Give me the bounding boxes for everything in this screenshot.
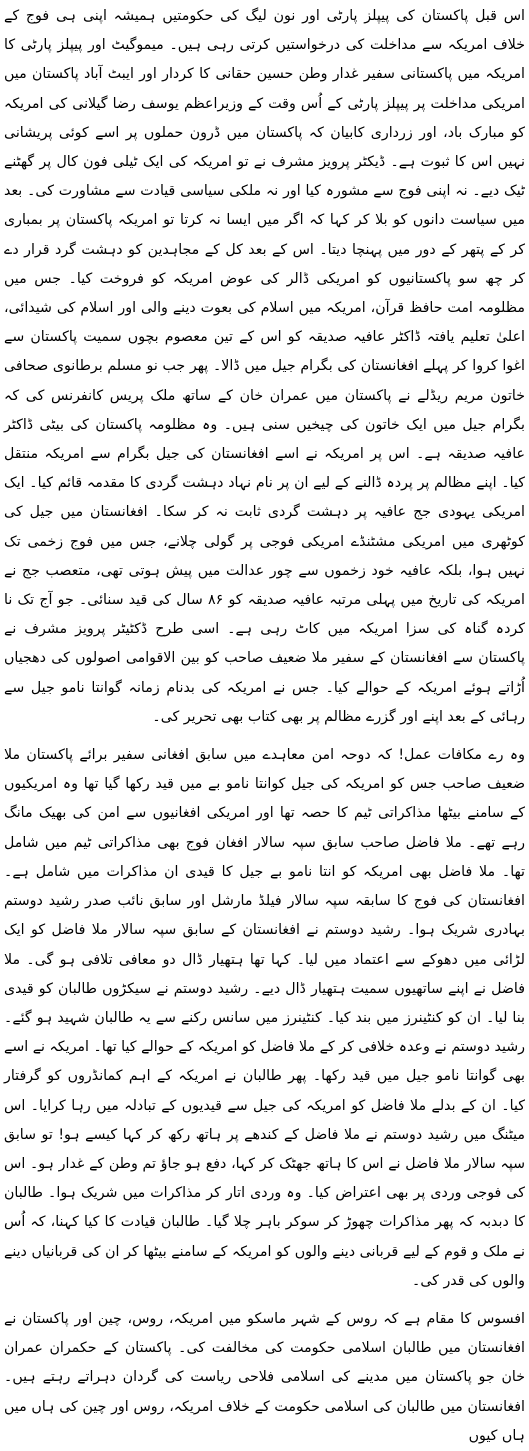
article-body bbox=[4, 2, 525, 1451]
article-paragraph-1: اس قبل پاکستان کی پیپلز پارٹی اور نون لیگ کی حکومتیں ہمیشہ اپنی ہی فوج کے خلاف امریکہ سے مداخلت کی درخواستیں کرتی رہی ہیں۔ میموگیٹ اور پیپلز پارٹی کا امریکہ میں پاکستانی سفیر غدار وطن حسین حقانی کا کردار اور ایبٹ آباد پاکستان میں امریکی مداخلت پر پیپلز پارٹی کے اُس وقت کے وزیراعظم یوسف رضا گیلانی کی امریکہ کو مبارک باد، اور زرداری کابیان کہ پاکستان میں ڈرون حملوں پر اسے کوئی پریشانی نہیں اس کا ثبوت ہے۔ ڈیکٹر پرویز مشرف نے تو امریکہ کی ایک ٹیلی فون کال پر گھٹنے ٹیک دیے۔ نہ اپنی فوج سے مشورہ کیا اور نہ ملکی سیاسی قیادت سے مشاورت کی۔ بعد میں سیاست دانوں کو بلا کر کہا کہ اگر میں ایسا نہ کرتا تو امریکہ پاکستان پر بمباری کر کے پتھر کے دور میں پہنچا دیتا۔ اس کے بعد کل کے مجاہدین کو دہشت گرد قرار دے کر چھ سو پاکستانیوں کو امریکی ڈالر کی عوض امریکہ کو فروخت کیا۔ جس میں مظلومہ امت حافظ قرآن، امریکہ میں اسلام کی بعوت دینے والی اور اسلام کی شیدائی، اعلیٰ تعلیم یافتہ ڈاکٹر عافیہ صدیقہ کو اس کے تین معصوم بچوں سمیت پاکستان سے اغوا کروا کر پہلے افغانستان کی بگرام جیل میں ڈالا۔ پھر جب نو مسلم برطانوی صحافی خاتون مریم ریڈلے نے پاکستان میں عمران خان کے ساتھ ملک پریس کانفرنس کی کہ بگرام جیل میں ایک خاتون کی چیخیں سنی ہیں۔ وہ مظلومہ پاکستان کی بیٹی ڈاکٹر عافیہ صدیقہ ہے۔ اس پر امریکہ نے اسے افغانستان کی جیل بگرام سے امریکہ منتقل کیا۔ اپنے مظالم پر پردہ ڈالنے کے لیے ان پر نام نہاد دہشت گردی کا مقدمہ قائم کیا۔ ایک امریکی یہودی جج عافیہ پر دہشت گردی ثابت نہ کر سکا۔ افغانستان میں جیل کی کوٹھری میں امریکی مشٹنڈے امریکی فوجی پر گولی چلانے، جس میں فوج زخمی تک نہیں ہوا، بلکہ عافیہ خود زخموں سے چور عدالت میں پیش ہوتی تھی، متعصب جج نے امریکہ کی تاریخ میں پہلی مرتبہ عافیہ صدیقہ کو ۸۶ سال کی قید سنائی۔ جو آج تک نا کردہ گناہ کی سزا امریکہ میں کاٹ رہی ہے۔ اسی طرح ڈکٹیٹر پرویز مشرف نے پاکستان سے افغانستان کے سفیر ملا ضعیف صاحب کو بین الاقوامی اصولوں کی دھجیاں اُڑاتے ہوئے امریکہ کے حوالے کیا۔ جس نے امریکہ کی بدنام زمانہ گوانتا نامو جیل سے رہائی کے بعد اپنے اور گزرے مظالم پر بھی کتاب بھی تحریر کی۔ bbox=[4, 8, 525, 725]
article-paragraph-3: افسوس کا مقام ہے کہ روس کے شہر ماسکو میں امریکہ، روس، چین اور پاکستان نے افغانستان میں طالبان اسلامی حکومت کی مخالفت کی۔ پاکستان کے حکمران عمران خان جو پاکستان میں مدینے کی اسلامی فلاحی ریاست کی گردان دہراتے رہتے ہیں۔ افغانستان میں طالبان کی اسلامی حکومت کے خلاف امریکہ، روس اور چین کی ہاں میں ہاں کیوں bbox=[4, 1310, 525, 1444]
article-paragraph-2: وہ رے مکافات عمل! کہ دوحہ امن معاہدے میں سابق افغانی سفیر برائے پاکستان ملا ضعیف صاحب جس کو امریکہ کی جیل کوانتا نامو بے میں قید رکھا گیا تھا وہ امریکیوں کے سامنے بیٹھا مذاکراتی ٹیم کا حصہ تھا اور امریکی افغانیوں سے امن کی بھیک مانگ رہے تھے۔ ملا فاضل صاحب سابق سپہ سالار افغان فوج بھی مذاکراتی ٹیم میں شامل تھا۔ ملا فاضل بھی امریکہ کو انتا نامو بے جیل کا قیدی ان مذاکرات میں شامل ہے۔ افغانستان کی فوج کا سابقہ سپہ سالار فیلڈ مارشل اور سابق نائب صدر رشید دوستم بہادری شریک ہوا۔ رشید دوستم نے افغانستان کے سابق سپہ سالار ملا فاضل کو ایک لڑائی میں دھوکے سے اعتماد میں لیا۔ کہا تھا ہتھیار ڈال دو معافی تلافی ہو گی۔ ملا فاضل نے اپنے ساتھیوں سمیت ہتھیار ڈال دیے۔ رشید دوستم نے سیکڑوں طالبان کو قیدی بنا لیا۔ ان کو کنٹینرز میں بند کیا۔ کنٹینرز میں سانس رکنے سے یہ طالبان شہید ہو گئے۔ رشید دوستم نے وعدہ خلافی کر کے ملا فاضل کو امریکہ کے حوالے کیا تھا۔ امریکہ نے اسے بھی گوانتا نامو جیل میں قید رکھا۔ پھر طالبان نے امریکہ کے اہم کمانڈروں کو گرفتار کیا۔ ان کے بدلے ملا فاضل کو امریکہ کی جیل سے قیدیوں کے تبادلہ میں رہا کرایا۔ اس میٹنگ میں رشید دوستم نے ملا فاضل کے کندھے پر ہاتھ رکھ کر کہا کیسے ہو! تو سابق سپہ سالار ملا فاضل نے اس کا ہاتھ جھٹک کر کہا، دفع ہو جاؤ تم وطن کے غدار ہو۔ اس کی فوجی وردی پر بھی اعتراض کیا۔ وہ وردی اتار کر مذاکرات میں شریک ہوا۔ طالبان کا دبدبہ کہ پھر مذاکرات چھوڑ کر سوکر باہر چلا گیا۔ طالبان قیادت کا کیا کہنا، کہ اُس نے ملک و قوم کے لیے قربانی دینے والوں کو امریکہ کے سامنے بیٹھا کر ان کی قربانیاں دینے والوں کی قدر کی۔ bbox=[4, 747, 525, 1289]
